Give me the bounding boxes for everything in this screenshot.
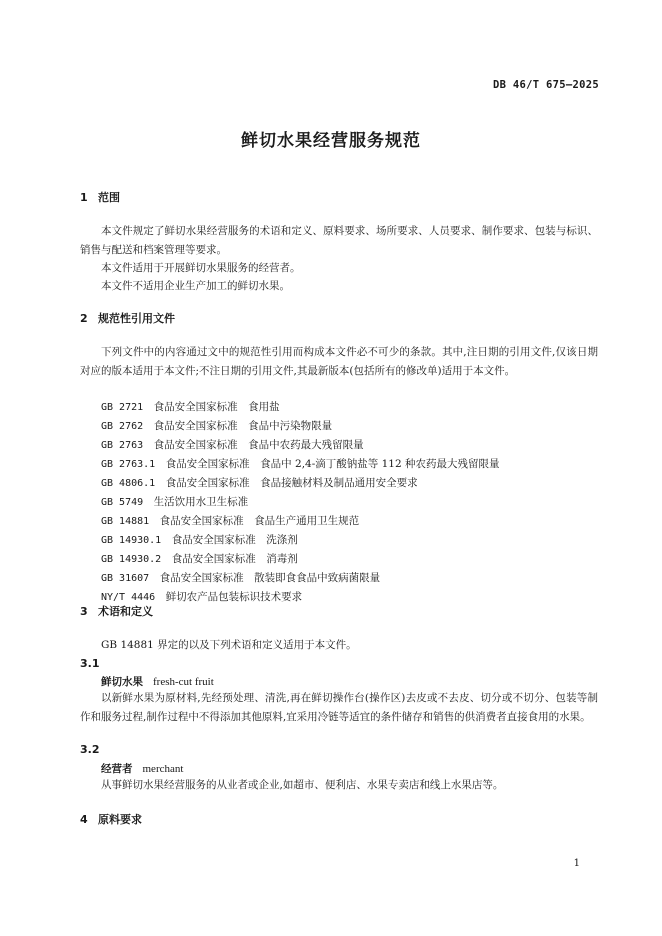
term-zh: 经营者 (101, 763, 133, 775)
reference-item (101, 475, 418, 490)
reference-name: 食品安全国家标准 散装即食食品中致病菌限量 (159, 572, 381, 584)
section-3-intro: GB 14881 界定的以及下列术语和定义适用于本文件。 (101, 639, 357, 651)
reference-code: GB 2721 (101, 402, 144, 413)
section-title: 术语和定义 (98, 605, 153, 618)
section-number: 3 (80, 605, 88, 618)
term-number: 3.2 (80, 743, 100, 756)
section-title: 范围 (98, 191, 120, 204)
section-2-intro: 下列文件中的内容通过文中的规范性引用而构成本文件必不可少的条款。其中,注日期的引用文件,仅该日期对应的版本适用于本文件;不注日期的引用文件,其最新版本(包括所有的修改单)适用于本文件。 (80, 346, 598, 377)
term-zh: 鲜切水果 (101, 676, 143, 688)
term-heading (101, 761, 183, 776)
section-1-paragraph-1: 本文件规定了鲜切水果经营服务的术语和定义、原料要求、场所要求、人员要求、制作要求、包装与标识、销售与配送和档案管理等要求。 (80, 225, 598, 256)
term-en: merchant (142, 763, 184, 775)
reference-code: GB 14881 (101, 516, 150, 527)
reference-name: 生活饮用水卫生标准 (153, 496, 249, 508)
section-1-paragraph-3: 本文件不适用企业生产加工的鲜切水果。 (101, 280, 290, 292)
reference-code: GB 14930.2 (101, 554, 162, 565)
page-title: 鲜切水果经营服务规范 (241, 131, 421, 151)
reference-name: 食品安全国家标准 食品中污染物限量 (153, 420, 333, 432)
reference-item (101, 513, 359, 528)
term-en: fresh-cut fruit (153, 676, 214, 688)
reference-name: 食品安全国家标准 食品接触材料及制品通用安全要求 (165, 477, 418, 489)
section-3-heading (80, 603, 153, 619)
section-title: 原料要求 (98, 813, 142, 826)
reference-name: 食品安全国家标准 食品生产通用卫生规范 (159, 515, 360, 527)
reference-item (101, 532, 298, 547)
reference-item (101, 551, 298, 566)
section-number: 1 (80, 191, 88, 204)
document-code: DB 46/T 675—2025 (493, 79, 599, 91)
term-number: 3.1 (80, 657, 100, 670)
reference-item (101, 456, 500, 471)
reference-item (101, 418, 332, 433)
section-4-heading (80, 811, 142, 827)
reference-name: 食品安全国家标准 食品中 2,4-滴丁酸钠盐等 112 种农药最大残留限量 (165, 458, 500, 470)
reference-name: 食品安全国家标准 洗涤剂 (171, 534, 298, 546)
reference-code: GB 2763.1 (101, 459, 156, 470)
section-2-heading (80, 310, 175, 326)
reference-item (101, 494, 248, 509)
section-1-paragraph-2: 本文件适用于开展鲜切水果服务的经营者。 (101, 262, 301, 274)
reference-code: GB 31607 (101, 573, 150, 584)
section-number: 2 (80, 312, 88, 325)
page-number: 1 (573, 858, 580, 869)
reference-name: 食品安全国家标准 食用盐 (153, 401, 280, 413)
reference-name: 食品安全国家标准 食品中农药最大残留限量 (153, 439, 364, 451)
term-definition: 以新鲜水果为原材料,先经预处理、清洗,再在鲜切操作台(操作区)去皮或不去皮、切分或不切分、包装等制作和服务过程,制作过程中不得添加其他原料,宜采用冷链等适宜的条件储存和销售的供消费者直接食用的水果。 (80, 692, 598, 723)
reference-item (101, 570, 380, 585)
reference-code: GB 2763 (101, 440, 144, 451)
term-definition: 从事鲜切水果经营服务的从业者或企业,如超市、便利店、水果专卖店和线上水果店等。 (101, 779, 504, 791)
reference-code: GB 4806.1 (101, 478, 156, 489)
reference-item (101, 437, 364, 452)
reference-item (101, 399, 280, 414)
reference-code: GB 14930.1 (101, 535, 162, 546)
section-title: 规范性引用文件 (98, 312, 175, 325)
section-number: 4 (80, 813, 88, 826)
reference-code: GB 2762 (101, 421, 144, 432)
term-heading (101, 674, 214, 689)
reference-item (101, 589, 302, 604)
reference-name: 鲜切农产品包装标识技术要求 (165, 591, 303, 603)
reference-code: NY/T 4446 (101, 592, 156, 603)
reference-name: 食品安全国家标准 消毒剂 (171, 553, 298, 565)
reference-code: GB 5749 (101, 497, 144, 508)
section-1-heading (80, 189, 120, 205)
